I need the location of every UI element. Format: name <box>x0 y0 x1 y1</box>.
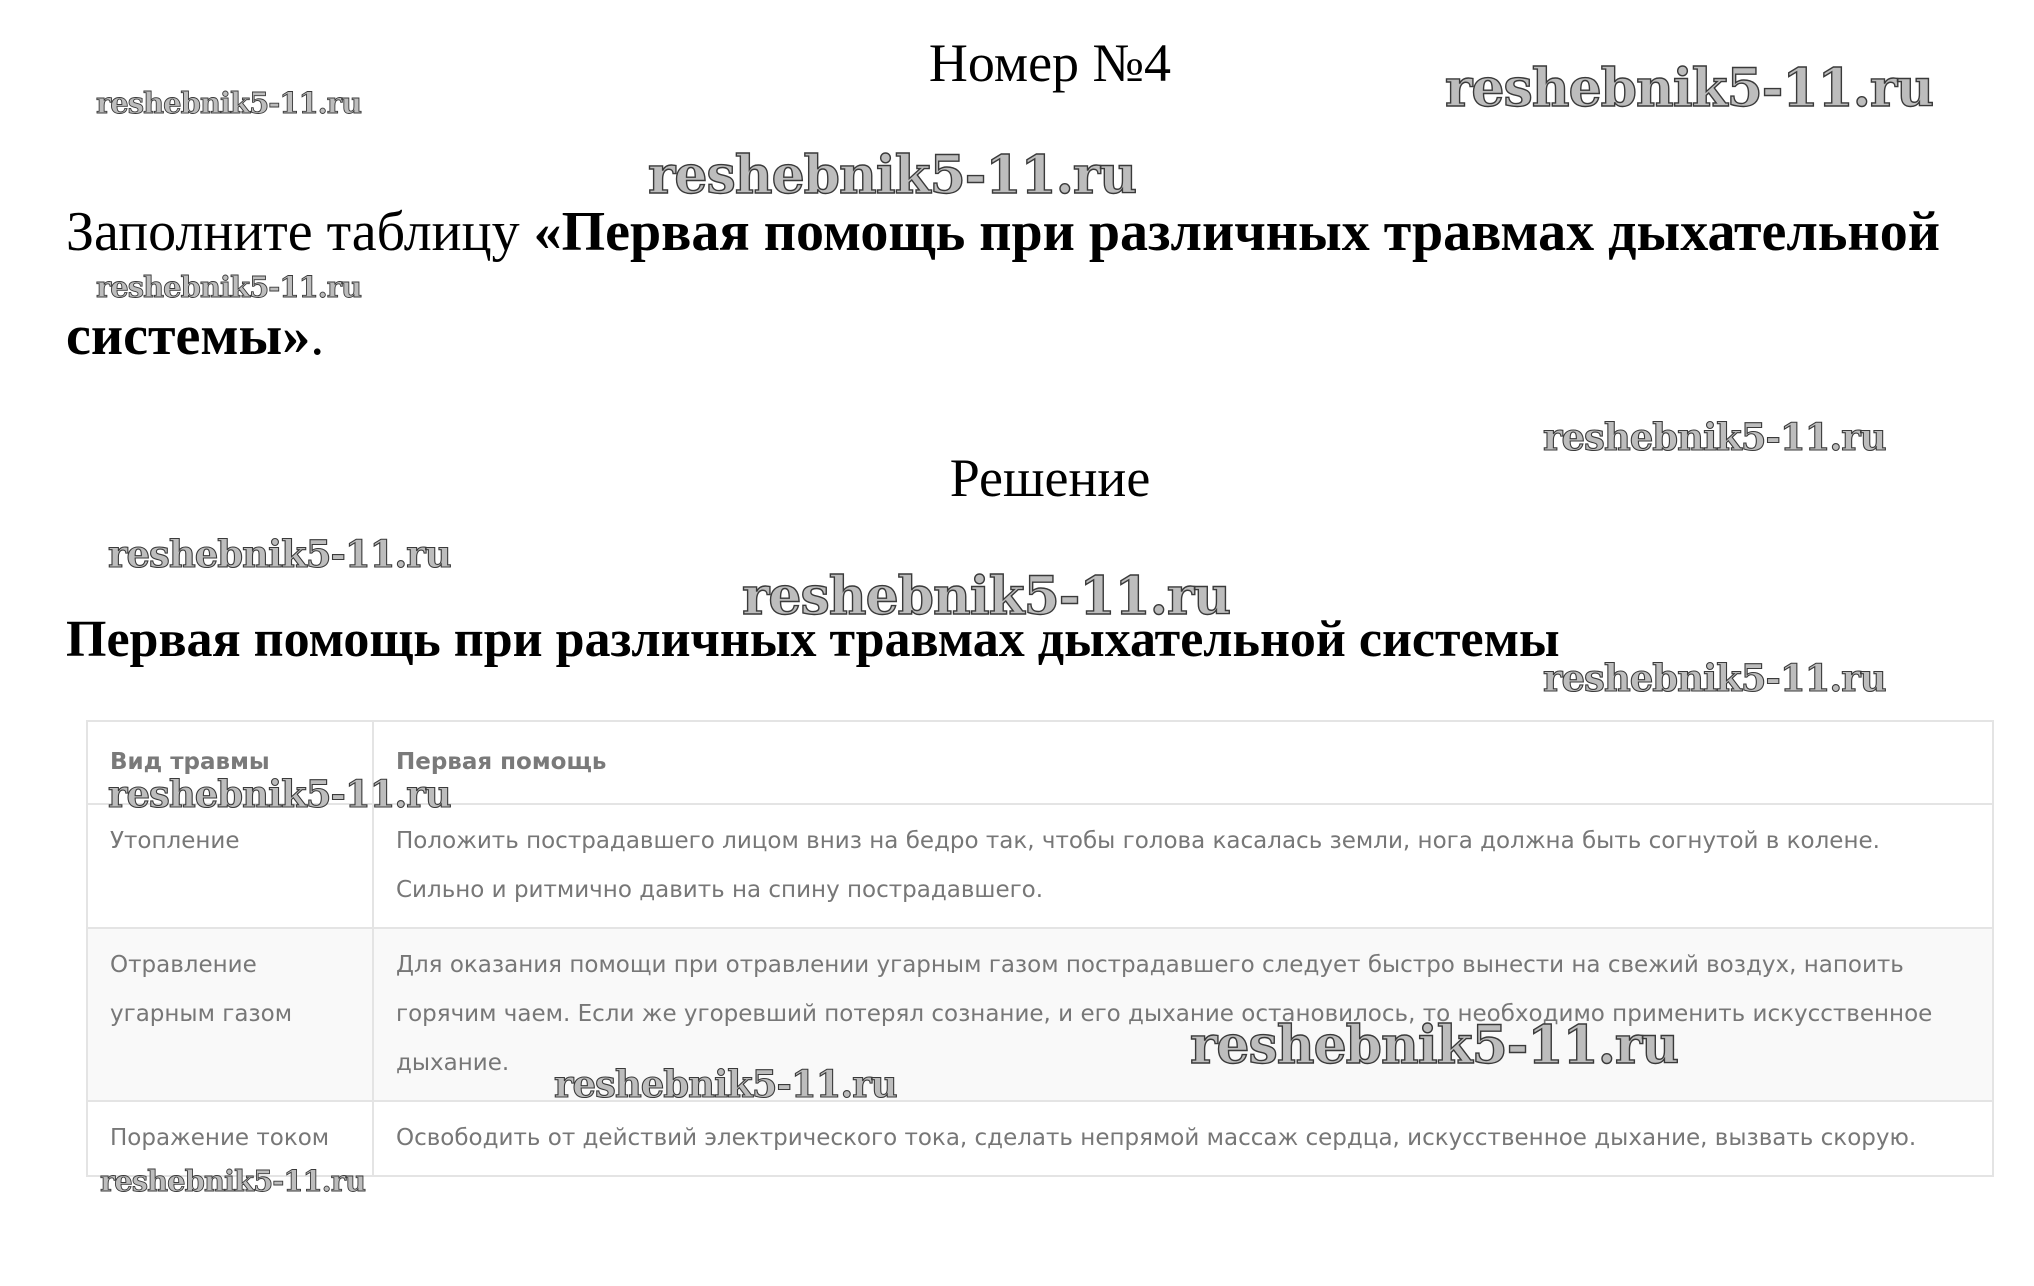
injury-cell: Поражение током <box>87 1101 373 1176</box>
aid-cell: Для оказания помощи при отравлении угарным газом пострадавшего следует быстро вынести на свежий воздух, напоить горячим чаем. Если же угоревший потерял сознание, и его дыхание остановилось, то необходимо применить искусственное дыхание. <box>373 928 1993 1101</box>
watermark: reshebnik5-11.ru <box>742 566 1231 627</box>
injury-cell: Утопление <box>87 804 373 928</box>
aid-cell: Освободить от действий электрического тока, сделать непрямой массаж сердца, искусственное дыхание, вызвать скорую. <box>373 1101 1993 1176</box>
task-table-name: «Первая помощь при различных травмах дыхательной системы» <box>66 201 1940 367</box>
table-title: Первая помощь при различных травмах дыхательной системы <box>66 611 1560 668</box>
table-header-row <box>87 721 1993 804</box>
table-row <box>87 928 1993 1101</box>
task-prefix: Заполните таблицу <box>66 201 534 263</box>
solution-heading: Решение <box>949 448 1151 508</box>
watermark: reshebnik5-11.ru <box>648 145 1137 206</box>
first-aid-table <box>86 720 1994 1177</box>
watermark: reshebnik5-11.ru <box>108 772 451 816</box>
watermark: reshebnik5-11.ru <box>96 86 362 120</box>
table-row <box>87 804 1993 928</box>
task-statement <box>66 180 1966 388</box>
watermark: reshebnik5-11.ru <box>554 1062 897 1106</box>
watermark: reshebnik5-11.ru <box>96 270 362 304</box>
watermark: reshebnik5-11.ru <box>1190 1015 1679 1076</box>
header-first-aid: Первая помощь <box>373 721 1993 804</box>
aid-cell: Положить пострадавшего лицом вниз на бедро так, чтобы голова касалась земли, нога должна быть согнутой в колене. Сильно и ритмично давить на спину пострадавшего. <box>373 804 1993 928</box>
watermark: reshebnik5-11.ru <box>1445 58 1934 119</box>
watermark: reshebnik5-11.ru <box>1543 415 1886 459</box>
injury-cell: Отравление угарным газом <box>87 928 373 1101</box>
watermark: reshebnik5-11.ru <box>1543 656 1886 700</box>
watermark: reshebnik5-11.ru <box>108 532 451 576</box>
header-injury-type: Вид травмы <box>87 721 373 804</box>
page-title: Номер №4 <box>928 33 1172 93</box>
task-suffix: . <box>310 305 325 367</box>
table-row <box>87 1101 1993 1176</box>
watermark: reshebnik5-11.ru <box>100 1164 366 1198</box>
